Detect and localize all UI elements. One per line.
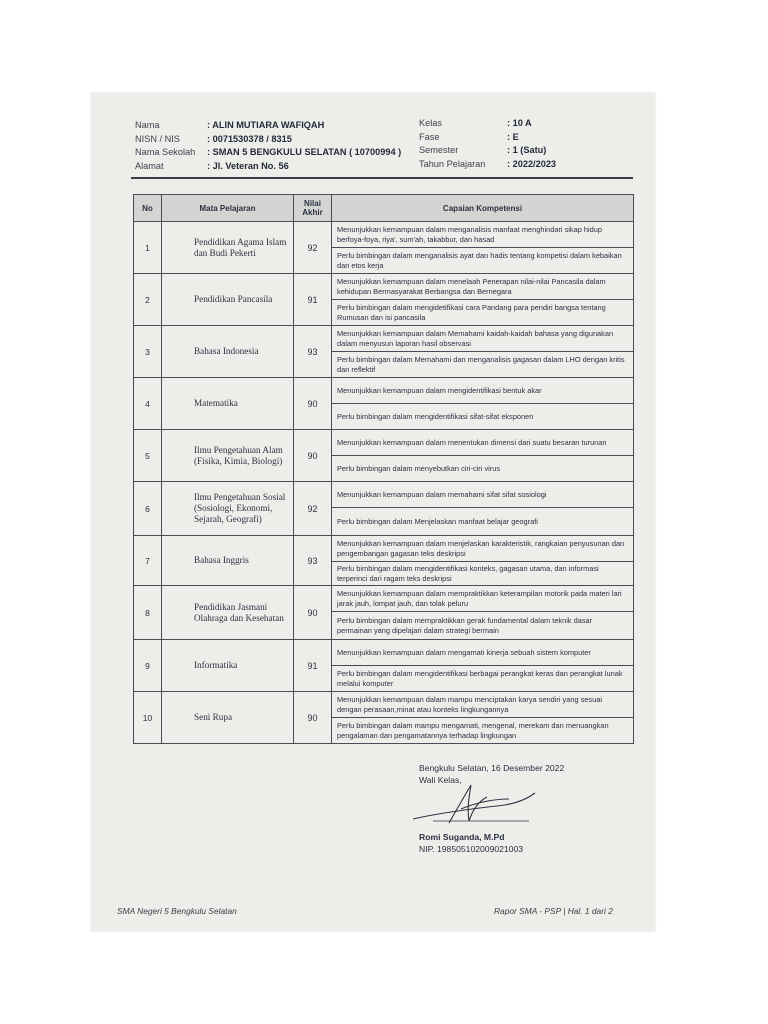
competency-achievement: Menunjukkan kemampuan dalam Memahami kaidah-kaidah bahasa yang digunakan dalam menyusun laporan hasil observasi: [332, 326, 634, 352]
competency-achievement: Menunjukkan kemampuan dalam mampu menciptakan karya sendiri yang sesuai dengan perasaan,minat atau konteks lingkungannya: [332, 692, 634, 718]
subject-name: Matematika: [162, 378, 294, 430]
report-card-page: [91, 93, 655, 931]
table-row: [134, 222, 634, 248]
subject-name: Pendidikan Jasmani Olahraga dan Kesehatan: [162, 586, 294, 640]
competency-achievement: Menunjukkan kemampuan dalam mengamati kinerja sebuah sistem komputer: [332, 640, 634, 666]
handwritten-signature: [409, 779, 539, 839]
subject-name: Seni Rupa: [162, 692, 294, 744]
competency-achievement: Menunjukkan kemampuan dalam menentukan dimensi dari suatu besaran turunan: [332, 430, 634, 456]
row-number: 10: [134, 692, 162, 744]
competency-guidance: Perlu bimbingan dalam mengidetifikasi cara Pandang para pendiri bangsa tentang Rumusan dan isi pancasila: [332, 300, 634, 326]
competency-guidance: Perlu bimbingan dalam Menjelaskan manfaat belajar geografi: [332, 508, 634, 536]
table-row: [134, 430, 634, 456]
row-number: 4: [134, 378, 162, 430]
info-row-address: Alamat : Jl. Veteran No. 56: [135, 160, 289, 171]
col-header-score: Nilai Akhir: [294, 195, 332, 222]
subject-name: Informatika: [162, 640, 294, 692]
table-row: [134, 274, 634, 300]
teacher-name: Romi Suganda, M.Pd: [419, 832, 505, 842]
student-info: [135, 119, 401, 173]
col-header-subject: Mata Pelajaran: [162, 195, 294, 222]
competency-achievement: Menunjukkan kemampuan dalam mengidentifikasi bentuk akar: [332, 378, 634, 404]
competency-achievement: Menunjukkan kemampuan dalam memahami sifat sifat sosiologi: [332, 482, 634, 508]
col-header-no: No: [134, 195, 162, 222]
table-header-row: [134, 195, 634, 222]
competency-guidance: Perlu bimbingan dalam menganalisis ayat dan hadis tentang kompetisi dalam kebaikan dan etos kerja: [332, 248, 634, 274]
competency-guidance: Perlu bimbingan dalam mengidentifikasi konteks, gagasan utama, dan informasi terperinci dari ragam teks deskripsi: [332, 562, 634, 586]
row-number: 7: [134, 536, 162, 586]
subject-name: Pendidikan Agama Islam dan Budi Pekerti: [162, 222, 294, 274]
subject-name: Bahasa Inggris: [162, 536, 294, 586]
subject-name: Bahasa Indonesia: [162, 326, 294, 378]
competency-guidance: Perlu bimbingan dalam menyebutkan ciri-ciri virus: [332, 456, 634, 482]
table-row: [134, 378, 634, 404]
table-row: [134, 586, 634, 612]
competency-guidance: Perlu bimbingan dalam Memahami dan menganalisis gagasan dalam LHO dengan kritis dan reflektif: [332, 352, 634, 378]
row-number: 8: [134, 586, 162, 640]
col-header-competency: Capaian Kompetensi: [332, 195, 634, 222]
footer-school: SMA Negeri 5 Bengkulu Selatan: [117, 906, 237, 916]
row-number: 2: [134, 274, 162, 326]
final-score: 93: [294, 536, 332, 586]
final-score: 90: [294, 692, 332, 744]
info-row-year: Tahun Pelajaran : 2022/2023: [419, 158, 557, 169]
info-row-class: Kelas : 10 A: [419, 118, 532, 128]
row-number: 9: [134, 640, 162, 692]
grades-table: [133, 194, 634, 744]
row-number: 1: [134, 222, 162, 274]
competency-achievement: Menunjukkan kemampuan dalam menelaah Penerapan nilai-nilai Pancasila dalam kehidupan Bermasyarakat Berbangsa dan Bernegara: [332, 274, 634, 300]
subject-name: Ilmu Pengetahuan Alam (Fisika, Kimia, Biologi): [162, 430, 294, 482]
final-score: 92: [294, 482, 332, 536]
competency-guidance: Perlu bimbingan dalam mampu mengamati, mengenal, merekam dan menuangkan pengalaman dan pengamatannya terhadap lingkungan: [332, 718, 634, 744]
info-row-name: Nama : ALIN MUTIARA WAFIQAH: [135, 120, 325, 130]
footer-page-info: Rapor SMA - PSP | Hal. 1 dari 2: [494, 906, 613, 916]
row-number: 3: [134, 326, 162, 378]
info-row-nisn: NISN / NIS : 0071530378 / 8315: [135, 133, 292, 144]
final-score: 93: [294, 326, 332, 378]
final-score: 92: [294, 222, 332, 274]
table-row: [134, 640, 634, 666]
row-number: 6: [134, 482, 162, 536]
signature-place-date: Bengkulu Selatan, 16 Desember 2022: [419, 763, 565, 773]
table-row: [134, 326, 634, 352]
table-row: [134, 692, 634, 718]
final-score: 91: [294, 274, 332, 326]
competency-achievement: Menunjukkan kemampuan dalam menjelaskan karakteristik, rangkaian penyusunan dan pengembangan gagasan teks deskripsi: [332, 536, 634, 562]
final-score: 90: [294, 378, 332, 430]
competency-achievement: Menunjukkan kemampuan dalam mempraktikkan keterampilan motorik pada materi lari jarak jauh, lompat jauh, dan tolak peluru: [332, 586, 634, 612]
teacher-nip: NIP. 198505102009021003: [419, 843, 524, 854]
class-info: [419, 117, 556, 171]
header-divider: [131, 177, 633, 179]
signature-role: Wali Kelas,: [419, 774, 462, 785]
final-score: 91: [294, 640, 332, 692]
final-score: 90: [294, 430, 332, 482]
competency-guidance: Perlu bimbingan dalam mengidentifikasi berbagai perangkat keras dan perangkat lunak melalui komputer: [332, 666, 634, 692]
subject-name: Ilmu Pengetahuan Sosial (Sosiologi, Ekonomi, Sejarah, Geografi): [162, 482, 294, 536]
competency-guidance: Perlu bimbingan dalam mengidentifikasi sifat-sifat eksponen: [332, 404, 634, 430]
info-row-semester: Semester : 1 (Satu): [419, 145, 547, 156]
table-row: [134, 482, 634, 508]
info-row-phase: Fase : E: [419, 131, 519, 142]
info-row-school: Nama Sekolah : SMAN 5 BENGKULU SELATAN ( 10700994 ): [135, 147, 402, 158]
table-row: [134, 536, 634, 562]
competency-guidance: Perlu bimbingan dalam mempraktikkan gerak fundamental dalam teknik dasar permainan yang dipelajari dalam strategi bermain: [332, 612, 634, 640]
row-number: 5: [134, 430, 162, 482]
subject-name: Pendidikan Pancasila: [162, 274, 294, 326]
final-score: 90: [294, 586, 332, 640]
competency-achievement: Menunjukkan kemampuan dalam menganalisis manfaat menghindari sikap hidup berfoya-foya, riya', sum'ah, takabbur, dan hasad: [332, 222, 634, 248]
